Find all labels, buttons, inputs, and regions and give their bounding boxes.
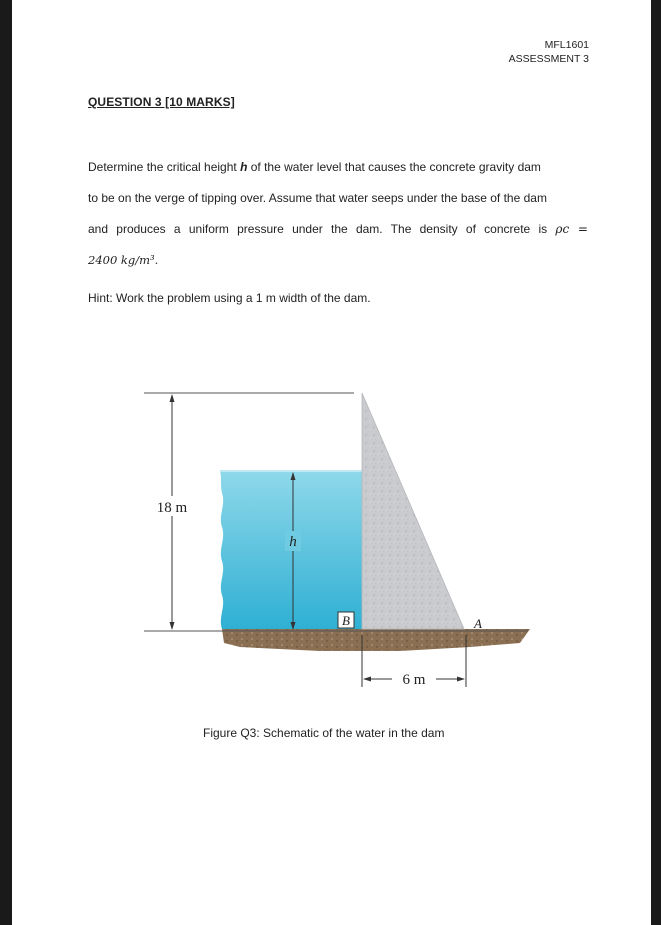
question-heading: QUESTION 3 [10 MARKS]	[88, 95, 235, 109]
question-line-2: to be on the verge of tipping over. Assume that water seeps under the base of the dam	[88, 191, 547, 205]
document-header	[509, 38, 589, 66]
question-line-3: and produces a uniform pressure under the dam. The density of concrete is ρc =	[88, 222, 588, 236]
assessment-label: ASSESSMENT 3	[508, 53, 589, 65]
dimension-h-label: h	[289, 534, 297, 550]
dimension-18m-label: 18 m	[156, 500, 188, 516]
density-value: 2400 kg/m³.	[88, 253, 159, 267]
dimension-6m-label: 6 m	[402, 672, 426, 688]
course-code: MFL1601	[544, 39, 589, 51]
concrete-dam	[362, 393, 464, 629]
hint-text: Hint: Work the problem using a 1 m width of the dam.	[88, 291, 371, 305]
density-symbol: ρc =	[555, 222, 588, 236]
scan-edge-right	[651, 0, 661, 925]
point-a-label: A	[474, 616, 482, 631]
question-line-1: Determine the critical height h of the water level that causes the concrete gravity dam	[88, 160, 541, 174]
variable-h: h	[240, 160, 248, 174]
scan-edge-left	[0, 0, 12, 925]
ground	[222, 629, 530, 651]
figure-caption: Figure Q3: Schematic of the water in the dam	[203, 726, 445, 740]
point-b-label: B	[342, 613, 350, 628]
dimension-6m-arrow-right	[457, 677, 465, 682]
dimension-18m-arrow-bottom	[170, 622, 175, 630]
dam-figure	[140, 385, 540, 700]
dimension-6m-arrow-left	[363, 677, 371, 682]
dimension-18m-arrow-top	[170, 394, 175, 402]
